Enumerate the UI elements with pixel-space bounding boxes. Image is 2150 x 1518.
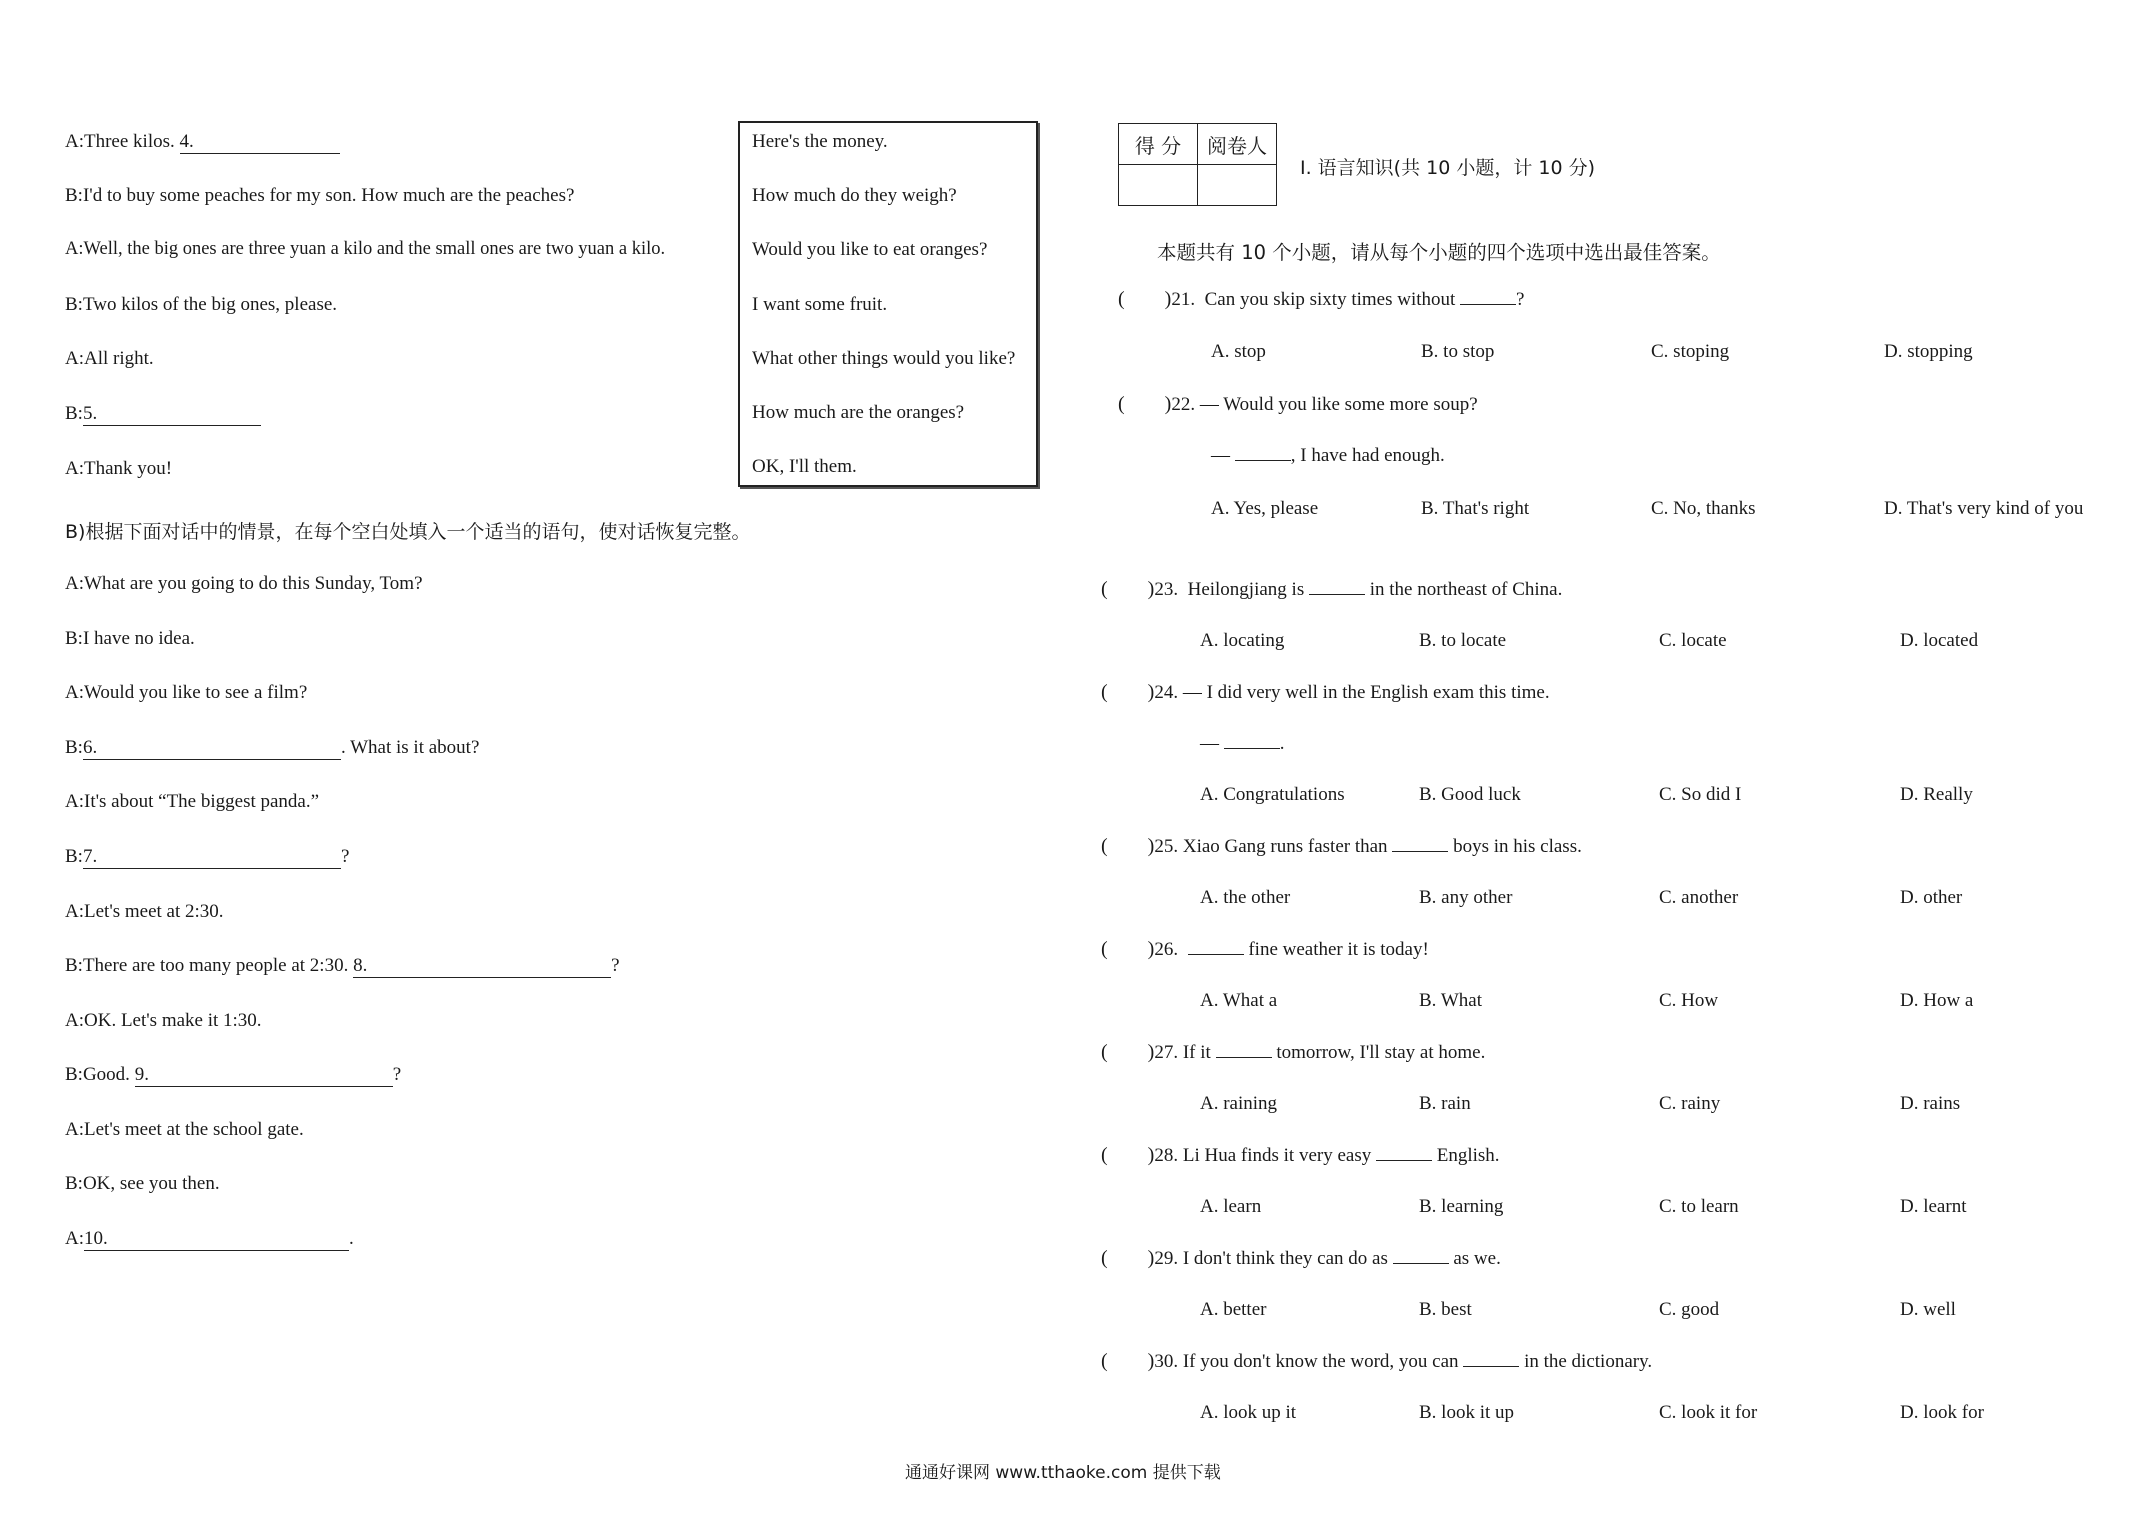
option-d[interactable]: D. That's very kind of you <box>1884 498 2084 519</box>
option-a[interactable]: A. look up it <box>1200 1402 1297 1423</box>
option-box-item: I want some fruit. <box>752 294 888 315</box>
answer-paren-close: ) <box>1147 1247 1155 1269</box>
option-d[interactable]: D. well <box>1900 1299 1956 1320</box>
question-27: ( )27. If it tomorrow, I'll stay at home. <box>1101 1041 1486 1063</box>
option-box <box>738 121 1038 487</box>
question-blank <box>1460 304 1516 305</box>
option-c[interactable]: C. to learn <box>1659 1196 1739 1217</box>
answer-paren-open[interactable]: ( <box>1101 938 1108 960</box>
dialog-a-line-2: B:I'd to buy some peaches for my son. How much are the peaches? <box>65 185 575 206</box>
question-30: ( )30. If you don't know the word, you can in the dictionary. <box>1101 1350 1653 1372</box>
section-instruction: 本题共有 10 个小题，请从每个小题的四个选项中选出最佳答案。 <box>1157 241 1721 264</box>
option-box-item: OK, I'll them. <box>752 456 857 477</box>
answer-paren-open[interactable]: ( <box>1118 288 1125 310</box>
question-24-reply: — . <box>1200 733 1285 754</box>
question-25: ( )25. Xiao Gang runs faster than boys in his class. <box>1101 835 1582 857</box>
answer-paren-close: ) <box>1147 681 1155 703</box>
option-c[interactable]: C. No, thanks <box>1651 498 1756 519</box>
option-c[interactable]: C. look it for <box>1659 1402 1758 1423</box>
option-a[interactable]: A. What a <box>1200 990 1278 1011</box>
reviewer-cell[interactable] <box>1198 165 1277 206</box>
question-blank <box>1216 1057 1272 1058</box>
answer-blank-7[interactable]: 7. <box>83 846 341 869</box>
option-box-item: How much do they weigh? <box>752 185 957 206</box>
dialog-b-line-4: B:6. . What is it about? <box>65 737 480 758</box>
question-23: ( )23. Heilongjiang is in the northeast of China. <box>1101 578 1563 600</box>
question-blank <box>1463 1366 1519 1367</box>
dialog-b-line-7: A:Let's meet at 2:30. <box>65 901 224 922</box>
answer-blank-4[interactable]: 4. <box>180 131 340 154</box>
option-c[interactable]: C. another <box>1659 887 1739 908</box>
dialog-b-line-10: B:Good. 9. ? <box>65 1064 402 1085</box>
dialog-a-line-6: B:5. <box>65 403 261 426</box>
dialog-a-line-3: A:Well, the big ones are three yuan a kilo and the small ones are two yuan a kilo. <box>65 239 666 259</box>
question-22: ( )22. — Would you like some more soup? <box>1118 393 1478 415</box>
option-b[interactable]: B. rain <box>1419 1093 1471 1114</box>
question-24: ( )24. — I did very well in the English exam this time. <box>1101 681 1550 703</box>
option-d[interactable]: D. stopping <box>1884 341 1973 362</box>
option-d[interactable]: D. How a <box>1900 990 1974 1011</box>
answer-paren-open[interactable]: ( <box>1101 1350 1108 1372</box>
answer-blank-8[interactable]: 8. <box>353 955 611 978</box>
answer-blank-9[interactable]: 9. <box>135 1064 393 1087</box>
option-box-item: What other things would you like? <box>752 348 1016 369</box>
score-table <box>1118 123 1277 206</box>
dialog-b-line-12: B:OK, see you then. <box>65 1173 220 1194</box>
answer-paren-close: ) <box>1147 1350 1155 1372</box>
dialog-a-line-1: A:Three kilos. 4. <box>65 131 340 154</box>
dialog-b-line-2: B:I have no idea. <box>65 628 195 649</box>
answer-paren-close: ) <box>1164 288 1172 310</box>
answer-paren-close: ) <box>1147 835 1155 857</box>
option-d[interactable]: D. look for <box>1900 1402 1984 1423</box>
question-blank <box>1309 594 1365 595</box>
option-c[interactable]: C. locate <box>1659 630 1727 651</box>
question-28: ( )28. Li Hua finds it very easy English. <box>1101 1144 1500 1166</box>
question-blank <box>1188 954 1244 955</box>
option-box-item: Here's the money. <box>752 131 888 152</box>
option-a[interactable]: A. Yes, please <box>1211 498 1319 519</box>
option-d[interactable]: D. other <box>1900 887 1963 908</box>
answer-paren-close: ) <box>1147 938 1155 960</box>
option-d[interactable]: D. learnt <box>1900 1196 1967 1217</box>
answer-blank-5[interactable]: 5. <box>83 403 261 426</box>
option-c[interactable]: C. How <box>1659 990 1719 1011</box>
score-label: 得 分 <box>1119 124 1198 165</box>
dialog-a-line-5: A:All right. <box>65 348 154 369</box>
answer-paren-open[interactable]: ( <box>1101 1144 1108 1166</box>
option-a[interactable]: A. the other <box>1200 887 1291 908</box>
reviewer-label: 阅卷人 <box>1198 124 1277 165</box>
option-a[interactable]: A. learn <box>1200 1196 1262 1217</box>
option-b[interactable]: B. any other <box>1419 887 1513 908</box>
question-blank <box>1235 460 1291 461</box>
option-b[interactable]: B. best <box>1419 1299 1472 1320</box>
question-blank <box>1393 1263 1449 1264</box>
dialog-a-line-7: A:Thank you! <box>65 458 173 479</box>
dialog-b-line-9: A:OK. Let's make it 1:30. <box>65 1010 262 1031</box>
dialog-b-line-6: B:7. ? <box>65 846 350 867</box>
dialog-a-line-4: B:Two kilos of the big ones, please. <box>65 294 338 315</box>
answer-paren-close: ) <box>1147 578 1155 600</box>
question-blank <box>1376 1160 1432 1161</box>
answer-paren-open[interactable]: ( <box>1101 681 1108 703</box>
answer-paren-open[interactable]: ( <box>1101 1247 1108 1269</box>
option-box-item: Would you like to eat oranges? <box>752 239 988 260</box>
option-a[interactable]: A. stop <box>1211 341 1266 362</box>
option-a[interactable]: A. raining <box>1200 1093 1278 1114</box>
answer-blank-10[interactable]: 10. <box>84 1228 349 1251</box>
answer-blank-6[interactable]: 6. <box>83 737 341 760</box>
dialog-b-line-3: A:Would you like to see a film? <box>65 682 308 703</box>
answer-paren-open[interactable]: ( <box>1101 1041 1108 1063</box>
answer-paren-close: ) <box>1147 1041 1155 1063</box>
option-b[interactable]: B. to locate <box>1419 630 1507 651</box>
option-a[interactable]: A. Congratulations <box>1200 784 1345 805</box>
question-22-reply: — , I have had enough. <box>1211 445 1445 466</box>
section-title: Ⅰ. 语言知识(共 10 小题，计 10 分) <box>1300 157 1596 179</box>
section-b-instruction: B)根据下面对话中的情景，在每个空白处填入一个适当的语句，使对话恢复完整。 <box>65 521 751 543</box>
score-cell[interactable] <box>1119 165 1198 206</box>
question-26: ( )26. fine weather it is today! <box>1101 938 1429 960</box>
option-b[interactable]: B. look it up <box>1419 1402 1515 1423</box>
answer-paren-close: ) <box>1164 393 1172 415</box>
question-21: ( )21. Can you skip sixty times without ? <box>1118 288 1525 310</box>
option-a[interactable]: A. better <box>1200 1299 1267 1320</box>
answer-paren-close: ) <box>1147 1144 1155 1166</box>
option-b[interactable]: B. That's right <box>1421 498 1530 519</box>
option-c[interactable]: C. good <box>1659 1299 1720 1320</box>
option-b[interactable]: B. Good luck <box>1419 784 1521 805</box>
dialog-b-line-11: A:Let's meet at the school gate. <box>65 1119 304 1140</box>
option-d[interactable]: D. Really <box>1900 784 1973 805</box>
option-c[interactable]: C. So did I <box>1659 784 1742 805</box>
answer-paren-open[interactable]: ( <box>1101 578 1108 600</box>
dialog-b-line-1: A:What are you going to do this Sunday, Tom? <box>65 573 423 594</box>
footer-credit: 通通好课网 www.tthaoke.com 提供下载 <box>905 1463 1221 1483</box>
option-a[interactable]: A. locating <box>1200 630 1285 651</box>
option-b[interactable]: B. to stop <box>1421 341 1495 362</box>
option-c[interactable]: C. stoping <box>1651 341 1730 362</box>
question-blank <box>1224 748 1280 749</box>
dialog-b-line-13: A:10. . <box>65 1228 354 1249</box>
answer-paren-open[interactable]: ( <box>1101 835 1108 857</box>
question-29: ( )29. I don't think they can do as as we. <box>1101 1247 1501 1269</box>
option-box-item: How much are the oranges? <box>752 402 965 423</box>
option-c[interactable]: C. rainy <box>1659 1093 1721 1114</box>
answer-paren-open[interactable]: ( <box>1118 393 1125 415</box>
option-b[interactable]: B. What <box>1419 990 1482 1011</box>
option-d[interactable]: D. located <box>1900 630 1979 651</box>
dialog-b-line-8: B:There are too many people at 2:30. 8. ? <box>65 955 620 976</box>
dialog-b-line-5: A:It's about “The biggest panda.” <box>65 791 320 812</box>
option-b[interactable]: B. learning <box>1419 1196 1504 1217</box>
option-d[interactable]: D. rains <box>1900 1093 1961 1114</box>
question-blank <box>1392 851 1448 852</box>
